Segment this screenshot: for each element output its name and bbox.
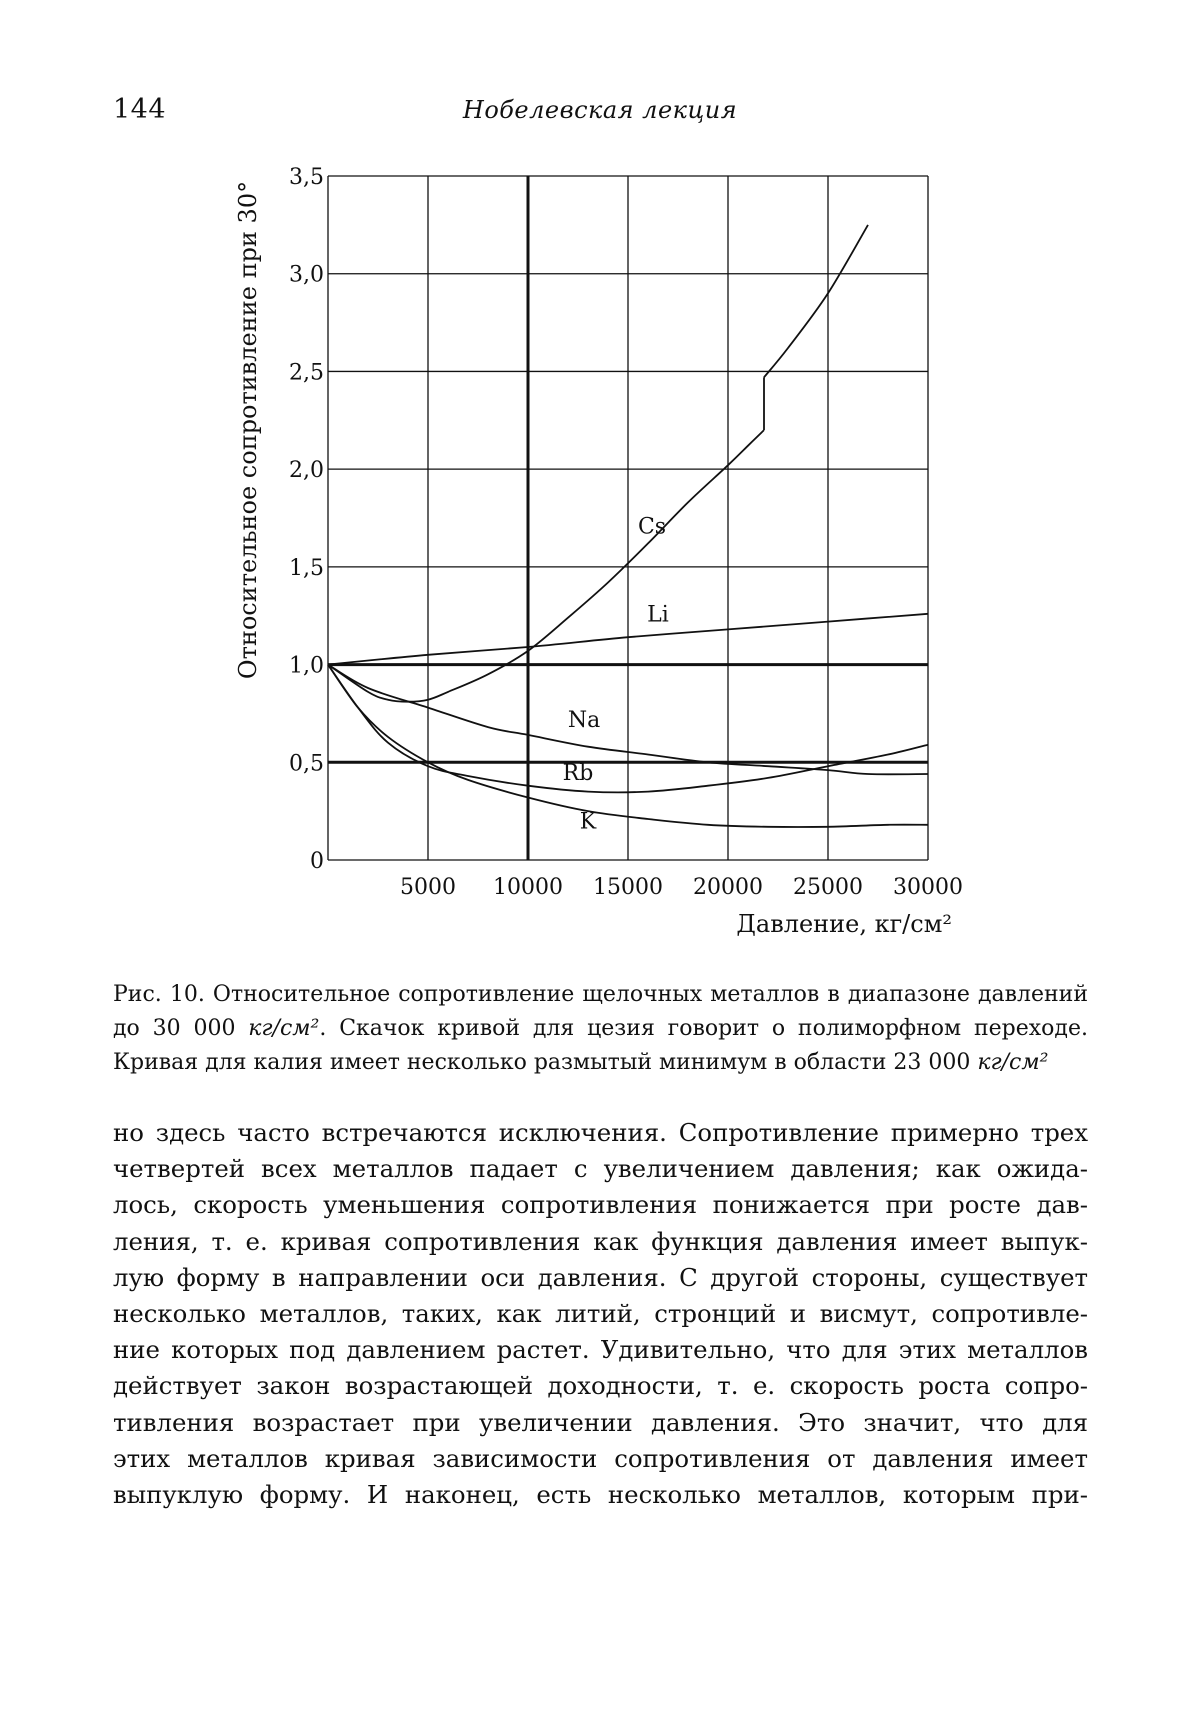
series-line-cs (764, 225, 868, 377)
chart-y-axis-label: Относительное сопротивление при 30° (234, 180, 262, 680)
caption-part: Рис. 10. Относительное сопротивление щелочных металлов в диапазоне давлений до 30 000 (113, 982, 1088, 1041)
page-number: 144 (113, 94, 167, 125)
y-tick-label: 1,0 (289, 653, 324, 679)
y-tick-label: 2,5 (289, 360, 324, 386)
y-tick-label: 0,5 (289, 751, 324, 777)
y-tick-label: 0 (310, 849, 324, 874)
x-tick-label: 10000 (493, 875, 563, 900)
caption-part: кг/см² (248, 1016, 320, 1041)
body-text-line: этих металлов кривая зависимости сопротивления от давления имеет (113, 1443, 1088, 1473)
body-text-line: несколько металлов, таких, как литий, стронций и висмут, сопротивле- (113, 1299, 1088, 1329)
series-label-cs: Cs (637, 514, 667, 540)
series-label-rb: Rb (562, 760, 594, 786)
chart-series-labels (563, 515, 669, 835)
x-tick-label: 30000 (893, 875, 963, 900)
body-text-line: ления, т. е. кривая сопротивления как функция давления имеет выпук- (113, 1226, 1088, 1256)
series-label-na: Na (567, 708, 601, 734)
caption-part: кг/см² (977, 1050, 1049, 1075)
x-tick-label: 20000 (693, 875, 763, 900)
chart-tick-labels (289, 165, 963, 900)
y-tick-label: 3,0 (289, 262, 324, 288)
y-tick-label: 3,5 (289, 165, 324, 190)
series-label-li: Li (647, 602, 669, 628)
body-text-line: выпуклую форму. И наконец, есть несколько металлов, которым при- (113, 1480, 1088, 1510)
series-line-cs (328, 430, 764, 702)
x-tick-label: 15000 (593, 875, 663, 900)
body-text-line: действует закон возрастающей доходности, т. е. скорость роста сопро- (113, 1371, 1088, 1401)
figure-caption (113, 978, 1088, 1080)
chart-x-axis-label: Давление, кг/см² (736, 910, 952, 938)
y-tick-label: 2,0 (289, 458, 324, 484)
y-tick-label: 1,5 (289, 555, 324, 581)
running-title: Нобелевская лекция (462, 96, 738, 124)
body-text-line: лось, скорость уменьшения сопротивления понижается при росте дав- (113, 1190, 1088, 1220)
body-text-line: но здесь часто встречаются исключения. Сопротивление примерно трех (113, 1118, 1088, 1147)
caption-part: . Скачок кривой для цезия говорит о полиморфном переходе. Кривая для калия имеет несколько размытый минимум в области 23 000 (113, 1016, 1088, 1075)
x-tick-label: 5000 (400, 875, 456, 900)
body-text-line: тивления возрастает при увеличении давления. Это значит, что для (113, 1407, 1088, 1437)
body-text-line: четвертей всех металлов падает с увеличением давления; как ожида- (113, 1154, 1088, 1184)
x-tick-label: 25000 (793, 875, 863, 900)
body-text (113, 1115, 1088, 1513)
body-text-line: лую форму в направлении оси давления. С другой стороны, существует (113, 1262, 1088, 1292)
body-text-line: ние которых под давлением растет. Удивительно, что для этих металлов (113, 1335, 1088, 1365)
series-label-k: K (579, 809, 597, 835)
